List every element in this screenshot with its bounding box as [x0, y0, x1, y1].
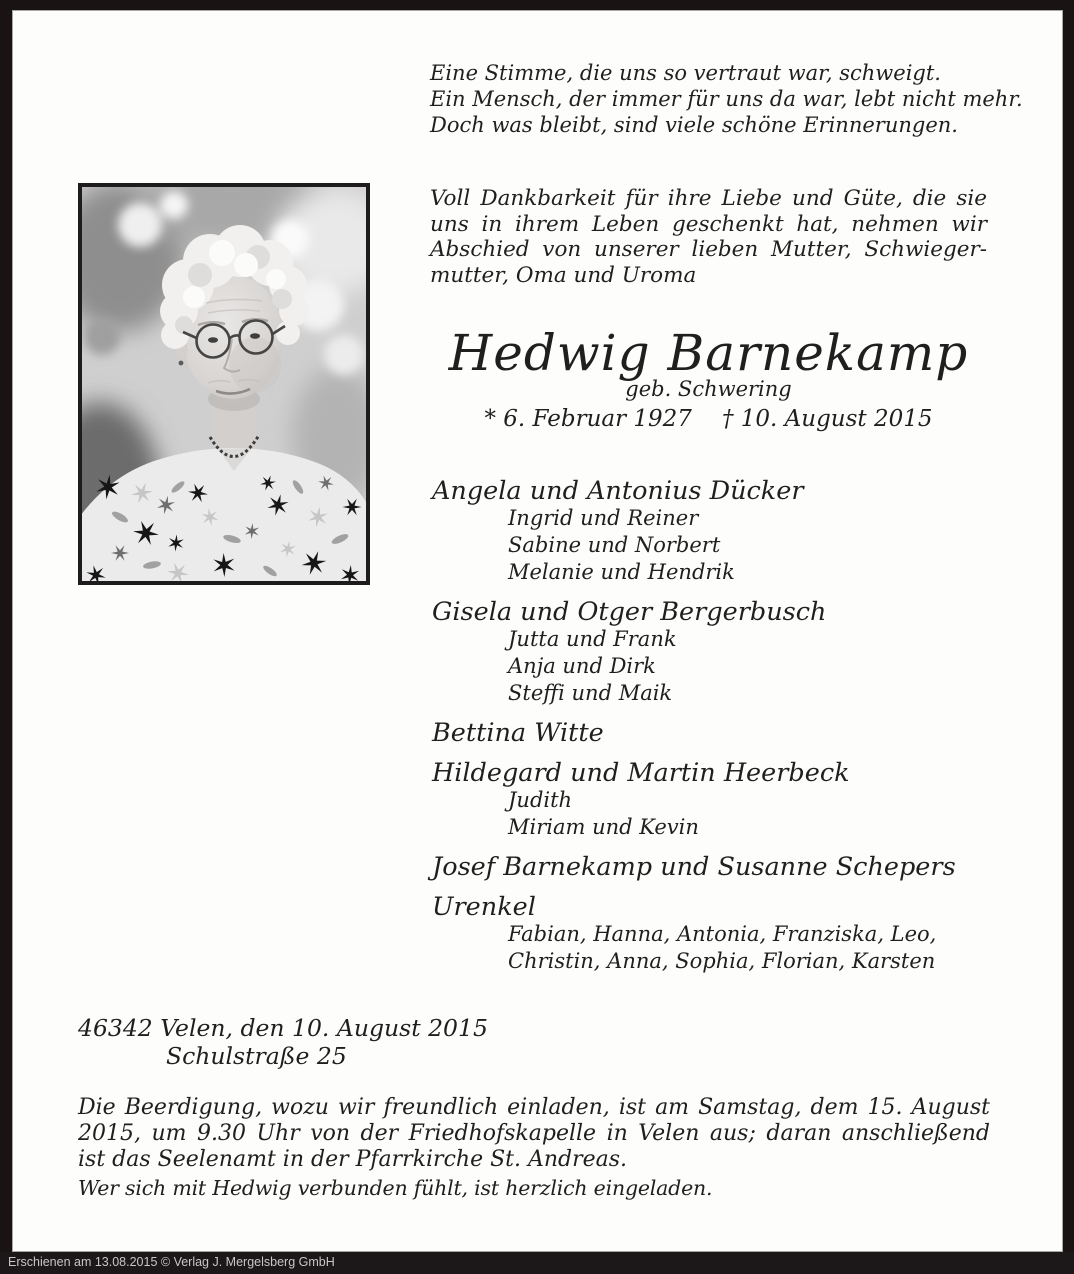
- deceased-portrait-photo: [78, 183, 370, 585]
- mourner-child: Miriam und Kevin: [508, 815, 699, 839]
- great-grandchildren-line: Christin, Anna, Sophia, Florian, Karsten: [508, 949, 936, 973]
- mourners-list: [432, 477, 956, 975]
- verse-line: Ein Mensch, der immer für uns da war, lebt nicht mehr.: [430, 87, 1023, 111]
- mourner-child: Ingrid und Reiner: [508, 506, 699, 530]
- mourner-child: Sabine und Norbert: [508, 533, 721, 557]
- paragraph-line: uns in ihrem Leben geschenkt hat, nehmen wir: [430, 211, 987, 237]
- paragraph-line: mutter, Oma und Uroma: [430, 262, 697, 288]
- mourner-name: Josef Barnekamp und Susanne Schepers: [432, 852, 956, 882]
- paragraph-line: Abschied von unserer lieben Mutter, Schwieger-: [430, 237, 987, 263]
- place-date-line: 46342 Velen, den 10. August 2015: [78, 1014, 488, 1042]
- farewell-paragraph: [430, 186, 987, 288]
- mourner-child: Jutta und Frank: [508, 627, 677, 651]
- memorial-verse: [430, 60, 1023, 138]
- verse-line: Eine Stimme, die uns so vertraut war, schweigt.: [430, 61, 941, 85]
- verse-line: Doch was bleibt, sind viele schöne Erinnerungen.: [430, 113, 958, 137]
- publisher-footer-bar: [0, 1252, 1074, 1274]
- funeral-line: Die Beerdigung, wozu wir freundlich einladen, ist am Samstag, dem 15. August: [78, 1095, 990, 1120]
- maiden-name: geb. Schwering: [625, 377, 792, 401]
- great-grandchildren-line: Fabian, Hanna, Antonia, Franziska, Leo,: [508, 922, 937, 946]
- mourner-name: Hildegard und Martin Heerbeck: [432, 758, 850, 788]
- funeral-info: [78, 1095, 990, 1173]
- mourner-name: Urenkel: [432, 892, 536, 922]
- place-date-block: [78, 1014, 488, 1070]
- mourner-child: Steffi und Maik: [508, 681, 673, 705]
- birth-date: * 6. Februar 1927: [484, 406, 692, 432]
- mourner-child: Judith: [508, 788, 573, 812]
- death-date: † 10. August 2015: [721, 406, 933, 432]
- funeral-line: ist das Seelenamt in der Pfarrkirche St. Andreas.: [78, 1147, 628, 1172]
- paragraph-line: Voll Dankbarkeit für ihre Liebe und Güte, die sie: [430, 186, 987, 211]
- deceased-name: Hedwig Barnekamp: [448, 324, 969, 382]
- invitation-line: Wer sich mit Hedwig verbunden fühlt, ist herzlich eingeladen.: [78, 1176, 713, 1200]
- funeral-line: 2015, um 9.30 Uhr von der Friedhofskapelle in Velen aus; daran anschließend: [78, 1121, 990, 1146]
- portrait-image: [82, 187, 366, 581]
- mourner-child: Anja und Dirk: [508, 654, 656, 678]
- mourner-name: Gisela und Otger Bergerbusch: [432, 597, 827, 627]
- obituary-sheet: [12, 10, 1063, 1252]
- publisher-footer-text: Erschienen am 13.08.2015 © Verlag J. Mergelsberg GmbH: [8, 1255, 335, 1269]
- address-line: Schulstraße 25: [166, 1042, 347, 1070]
- mourner-child: Melanie und Hendrik: [508, 560, 735, 584]
- mourner-name: Bettina Witte: [432, 718, 604, 748]
- life-dates: [430, 406, 987, 432]
- mourner-name: Angela und Antonius Dücker: [432, 476, 804, 506]
